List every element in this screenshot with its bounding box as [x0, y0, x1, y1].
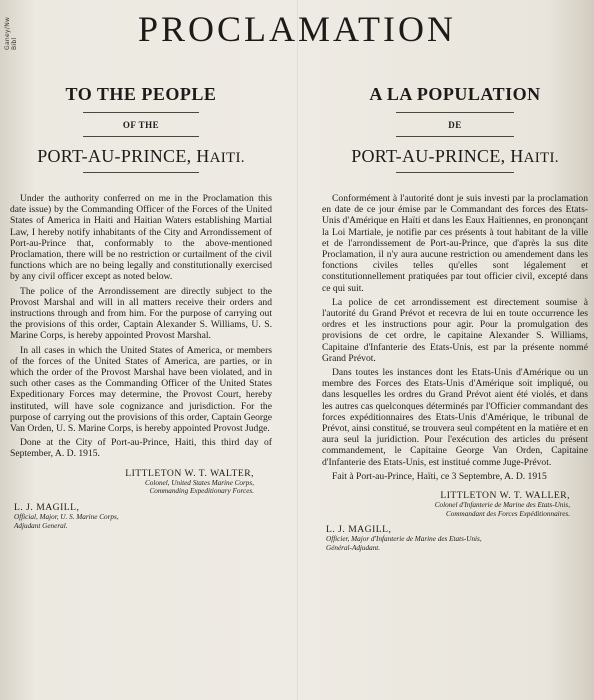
- english-divider-bottom: [83, 172, 198, 173]
- french-heading-city: PORT-AU-PRINCE, HAITI.: [351, 146, 559, 166]
- french-paragraph-4: Fait à Port-au-Prince, Haïti, ce 3 Septembre, A. D. 1915: [332, 470, 547, 482]
- french-divider-top: [396, 112, 513, 113]
- french-divider-bottom: [396, 172, 513, 173]
- french-paragraph-1: Conformément à l'autorité dont je suis investi par la proclamation en date de ce jour émise par le Commandant des forces des Etats-Unis d'Amérique en Haïti et dans les Eaux Haïtiennes, en prononçant la Loi Martiale, je notifie par ces présents à tout habitant de la ville et de l'arrondissement de Port-au-Prince, que d'après la sus dite Proclamation, il n'y aura aucune restriction ou amendement dans les fonctions civiles telles qu'elles sont légalement et constitutionnellement pratiquées par tout officier civil, excepté dans ce qui suit.: [322, 193, 588, 294]
- handwritten-note: Ganey/Nw Bibl: [4, 16, 18, 50]
- french-signer1-rank: Colonel d'Infanterie de Marine des Etats-Unis,: [434, 501, 570, 510]
- french-signer2-name: L. J. MAGILL,: [326, 524, 392, 536]
- english-paragraph-3: In all cases in which the United States of America, or members of the forces of the United States of America, are parties, or in which the order of the Provost Marshal have been violated, and in such other cases as the Commanding Officer of the United States Expeditionary Forces may determine, the Provost Court, hereby instituted, will have sole cognizance and jurisdiction. For the purpose of carrying out the provisions of this order, Captain George Van Orden, U. S. Marine Corps, is hereby appointed Provost Judge.: [10, 344, 272, 435]
- english-signer2-rank: Official, Major, U. S. Marine Corps,: [14, 513, 119, 522]
- english-signature-walter: [10, 468, 272, 496]
- french-signer1-name: LITTLETON W. T. WALLER,: [440, 490, 570, 502]
- english-signer2-name: L. J. MAGILL,: [14, 501, 80, 513]
- french-signature-magill: [322, 524, 588, 552]
- french-paragraph-2: La police de cet arrondissement est directement soumise à l'autorité du Grand Prévot et recevra de lui en toute occurrence les ordres et les instructions pour agir. Pour la promulgation des provisions de cet ordre, le capitaine Alexander S. Williams, Capitaine d'Infanterie des Etats-Unis, est par la présente nommé Grand Prévot.: [322, 296, 588, 364]
- english-divider-mid: [83, 136, 198, 137]
- english-signer1-command: Commanding Expeditionary Forces.: [149, 487, 254, 496]
- english-divider-top: [83, 112, 198, 113]
- english-signer1-name: LITTLETON W. T. WALTER,: [125, 467, 254, 479]
- english-body: [10, 193, 272, 530]
- english-heading-people: TO THE PEOPLE: [65, 84, 217, 104]
- english-signature-magill: [10, 502, 272, 530]
- english-paragraph-4: Done at the City of Port-au-Prince, Haiti, this third day of September, A. D. 1915.: [10, 437, 272, 460]
- english-signer2-title: Adjudant General.: [14, 521, 68, 530]
- french-signer2-rank: Officier, Major d'Infanterie de Marine des Etats-Unis,: [326, 535, 482, 544]
- english-heading-of-the: OF THE: [122, 120, 160, 130]
- english-paragraph-1: Under the authority conferred on me in the Proclamation this date issue) by the Commanding Officer of the Forces of the United States of America in Haiti and Haitian Waters establishing Martial Law, I hereby notify inhabitants of the City and Arrondissement of Port-au-Prince that, conformably to the above-mentioned Proclamation, there will be no restriction or curtailment of the civil functions which are no being legally and constitutionally exercised by any civil officer except as noted below.: [10, 193, 272, 283]
- page-title: PROCLAMATION: [137, 9, 457, 49]
- french-signer2-title: Général-Adjudant.: [326, 543, 381, 552]
- center-fold: [297, 0, 298, 700]
- french-signer1-command: Commandant des Forces Expéditionnaires.: [445, 509, 570, 518]
- french-divider-mid: [396, 136, 513, 137]
- french-heading-de: DE: [448, 120, 462, 130]
- english-paragraph-2: The police of the Arrondissement are directly subject to the Provost Marshal and will in all matters receive their orders and instructions through and from him. For the purpose of carrying out the provisions of this order, Captain Alexander S. Williams, U. S. Marine Corps, is hereby appointed Provost Marshal.: [10, 285, 272, 342]
- english-heading-city: PORT-AU-PRINCE, HAITI.: [37, 146, 245, 166]
- english-signer1-rank: Colonel, United States Marine Corps,: [144, 478, 254, 487]
- french-body: [322, 193, 588, 552]
- french-paragraph-3: Dans toutes les instances dont les Etats-Unis d'Amérique ou un membre des Forces des Etats-Unis d'Amérique soit impliqué, ou dans lesquelles les ordres du Grand Prévot aient été violés, et dans les autres cas quelconques déterminés par l'Officier commandant des forces expéditionnaires des Etats-Unis d'Amérique, le tribunal de Prévot, ainsi constitué, se trouvera seul compétent en la matière et en aura seul la juridiction. Pour l'exécution des articles du présent commandement, le Capitaine George Van Orden, Capitaine d'Infanterie des Etats-Unis, est institué comme Juge-Prévot.: [322, 367, 588, 468]
- french-signature-waller: [322, 490, 588, 518]
- french-heading-population: A LA POPULATION: [369, 84, 541, 104]
